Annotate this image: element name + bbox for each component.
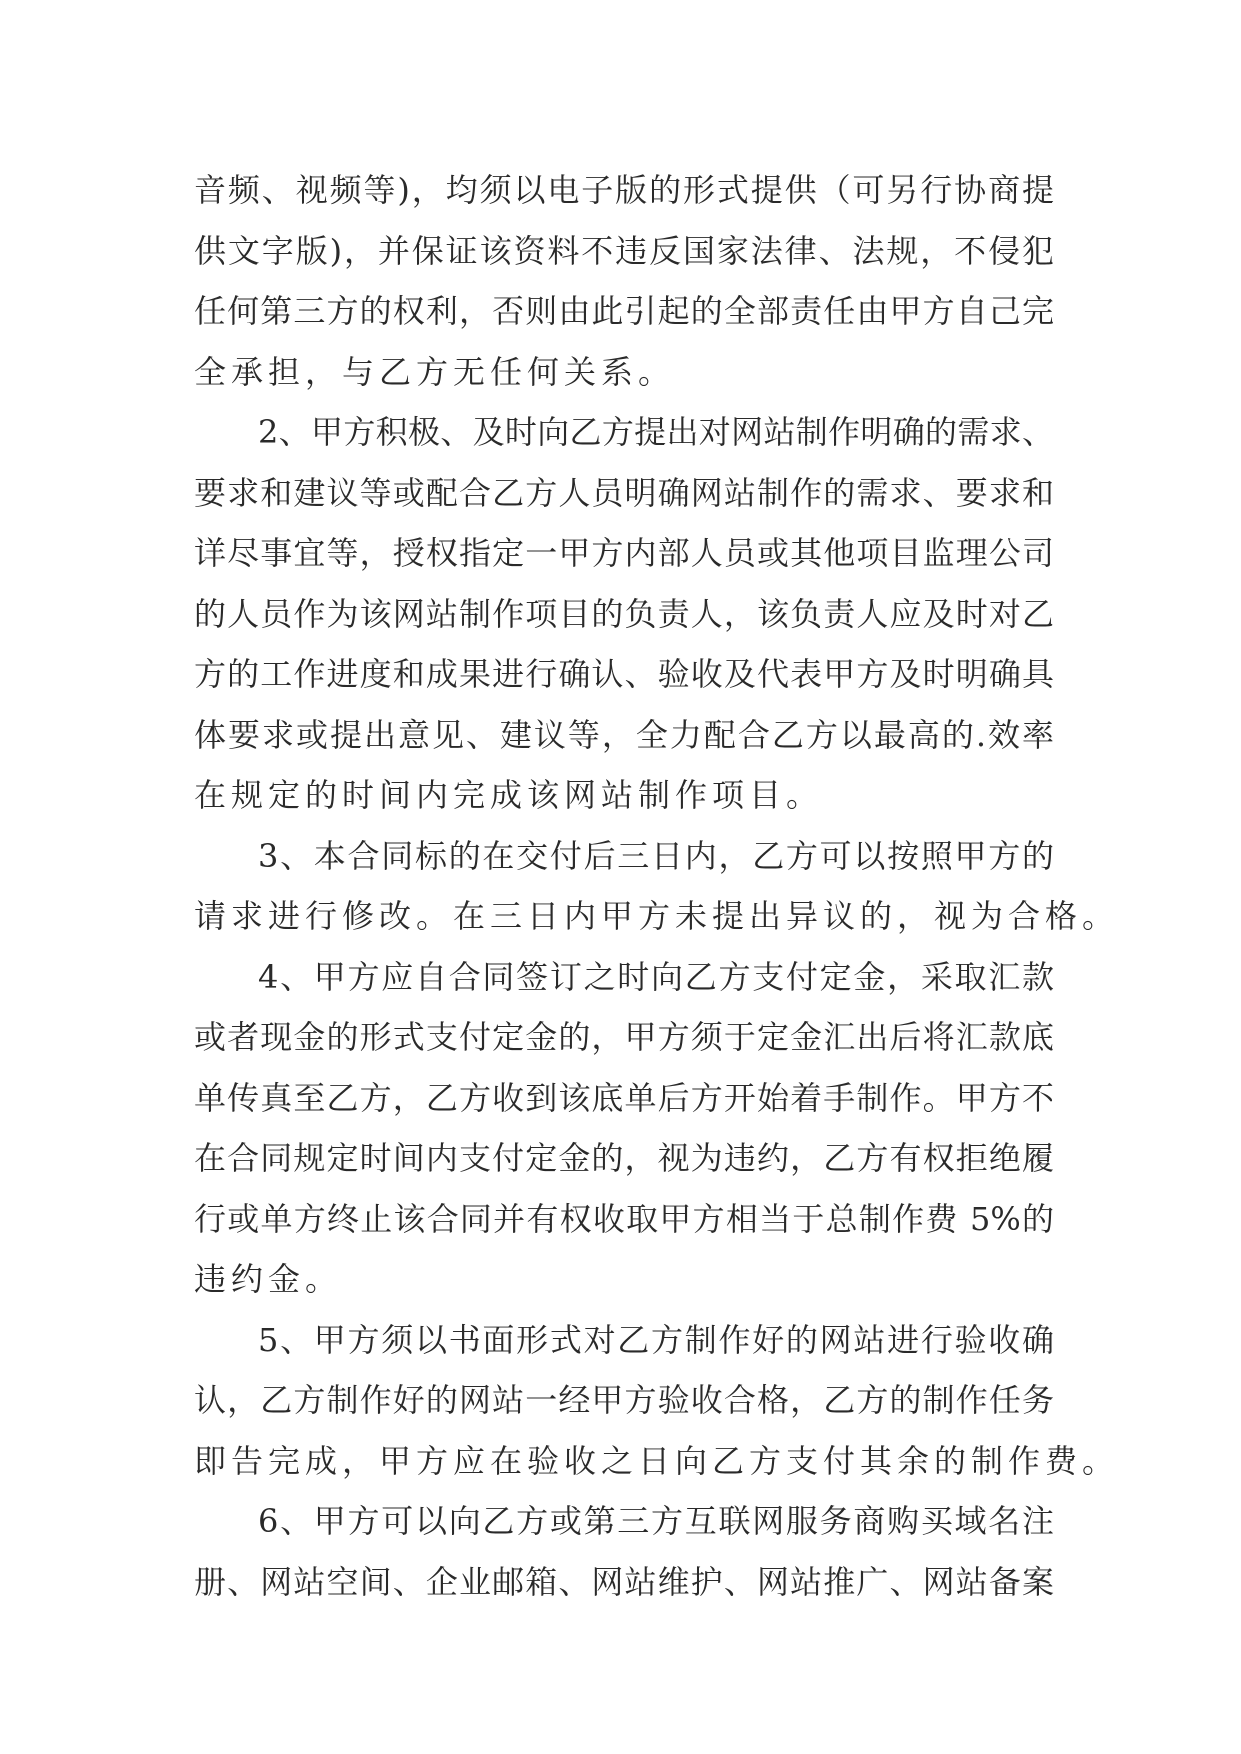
text-line: 全承担，与乙方无任何关系。 (194, 352, 676, 391)
paragraph (194, 1491, 1054, 1612)
text-line: 2、甲方积极、及时向乙方提出对网站制作明确的需求、 (258, 413, 1054, 451)
paragraph (194, 947, 1054, 1310)
text-line: 在合同规定时间内支付定金的，视为违约，乙方有权拒绝履 (194, 1139, 1054, 1177)
text-line: 在规定的时间内完成该网站制作项目。 (194, 776, 824, 814)
text-line: 任何第三方的权利，否则由此引起的全部责任由甲方自己完 (194, 292, 1054, 330)
paragraph (194, 160, 1054, 402)
text-line: 6、甲方可以向乙方或第三方互联网服务商购买域名注 (258, 1502, 1054, 1540)
text-line: 音频、视频等)，均须以电子版的形式提供（可另行协商提 (194, 171, 1054, 209)
text-line: 的人员作为该网站制作项目的负责人，该负责人应及时对乙 (194, 594, 1054, 633)
text-line: 违约金。 (194, 1260, 343, 1298)
text-line: 即告完成，甲方应在验收之日向乙方支付其余的制作费。 (194, 1441, 1120, 1480)
text-line: 册、网站空间、企业邮箱、网站维护、网站推广、网站备案 (194, 1562, 1054, 1601)
paragraph (194, 1310, 1120, 1492)
text-line: 认，乙方制作好的网站一经甲方验收合格，乙方的制作任务 (194, 1381, 1054, 1419)
contract-text (194, 160, 1120, 1612)
text-line: 供文字版)，并保证该资料不违反国家法律、法规，不侵犯 (194, 231, 1054, 270)
paragraph (194, 402, 1054, 826)
text-line: 详尽事宜等，授权指定一甲方内部人员或其他项目监理公司 (194, 534, 1054, 572)
text-line: 要求和建议等或配合乙方人员明确网站制作的需求、要求和 (194, 473, 1054, 512)
text-line: 方的工作进度和成果进行确认、验收及代表甲方及时明确具 (194, 655, 1054, 693)
text-line: 5、甲方须以书面形式对乙方制作好的网站进行验收确 (258, 1320, 1054, 1359)
text-line: 3、本合同标的在交付后三日内，乙方可以按照甲方的 (258, 836, 1054, 875)
paragraph (194, 826, 1120, 947)
text-line: 4、甲方应自合同签订之时向乙方支付定金，采取汇款 (258, 957, 1054, 996)
text-line: 行或单方终止该合同并有权收取甲方相当于总制作费 5%的 (194, 1199, 1054, 1238)
text-line: 体要求或提出意见、建议等，全力配合乙方以最高的.效率 (194, 715, 1054, 754)
text-line: 请求进行修改。在三日内甲方未提出异议的，视为合格。 (194, 897, 1120, 935)
text-line: 单传真至乙方，乙方收到该底单后方开始着手制作。甲方不 (194, 1078, 1054, 1117)
text-line: 或者现金的形式支付定金的，甲方须于定金汇出后将汇款底 (194, 1018, 1054, 1056)
